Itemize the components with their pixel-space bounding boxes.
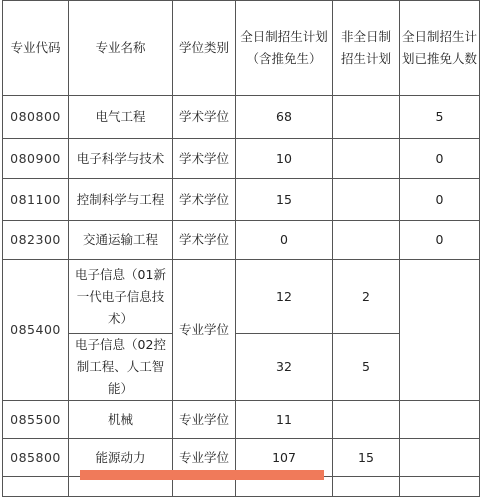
cell-degree: 专业学位: [173, 260, 236, 401]
cell-parttime: 2: [333, 260, 400, 334]
cell-recommended: 0: [400, 221, 480, 260]
cell-parttime: [333, 221, 400, 260]
cell-name: 电子科学与技术: [69, 139, 173, 179]
header-fulltime-plan: 全日制招生计划（含推免生）: [236, 1, 333, 96]
cell-degree: 学术学位: [173, 139, 236, 179]
cell-name: 能源动力: [69, 439, 173, 477]
cell-name: 电子信息（02控制工程、人工智能）: [69, 334, 173, 401]
cell-recommended: 0: [400, 179, 480, 221]
cell-name: 交通运输工程: [69, 221, 173, 260]
cell-name: 控制科学与工程: [69, 179, 173, 221]
cell-recommended: 0: [400, 139, 480, 179]
cell-recommended: [400, 260, 480, 401]
cell-parttime: [333, 401, 400, 439]
cell-fulltime: 107: [236, 439, 333, 477]
cell-code: 085800: [3, 439, 69, 477]
table-row: [3, 260, 480, 334]
cell-code: 085400: [3, 260, 69, 401]
cell-recommended: 5: [400, 96, 480, 139]
admission-plan-table: [2, 0, 480, 497]
cell-fulltime: 15: [236, 179, 333, 221]
cell-fulltime: 32: [236, 334, 333, 401]
cell-degree: 专业学位: [173, 401, 236, 439]
cell-degree: 专业学位: [173, 439, 236, 477]
table-row: [3, 139, 480, 179]
cell-fulltime: 12: [236, 260, 333, 334]
header-row: [3, 1, 480, 96]
table-row: [3, 96, 480, 139]
cell-code: 085500: [3, 401, 69, 439]
cell-code: 080900: [3, 139, 69, 179]
cell-code: 081100: [3, 179, 69, 221]
cell-parttime: [333, 139, 400, 179]
cell-degree: 学术学位: [173, 221, 236, 260]
cell-degree: 学术学位: [173, 96, 236, 139]
header-parttime-plan: 非全日制招生计划: [333, 1, 400, 96]
cell-fulltime: 68: [236, 96, 333, 139]
header-recommended: 全日制招生计划已推免人数: [400, 1, 480, 96]
cell-code: 080800: [3, 96, 69, 139]
cell-name: 电气工程: [69, 96, 173, 139]
header-code: 专业代码: [3, 1, 69, 96]
table-row: [3, 221, 480, 260]
orange-overlay-bar: [80, 470, 324, 480]
cell-fulltime: 10: [236, 139, 333, 179]
cell-degree: 学术学位: [173, 179, 236, 221]
cell-name: 机械: [69, 401, 173, 439]
cell-parttime: [333, 96, 400, 139]
table-row: [3, 401, 480, 439]
table-row: [3, 179, 480, 221]
cell-name: 电子信息（01新一代电子信息技术）: [69, 260, 173, 334]
cell-parttime: [333, 179, 400, 221]
cell-recommended: [400, 439, 480, 477]
cell-recommended: [400, 401, 480, 439]
header-name: 专业名称: [69, 1, 173, 96]
cell-fulltime: 11: [236, 401, 333, 439]
cell-code: 082300: [3, 221, 69, 260]
header-degree-type: 学位类别: [173, 1, 236, 96]
cell-parttime: 15: [333, 439, 400, 477]
cell-parttime: 5: [333, 334, 400, 401]
cell-fulltime: 0: [236, 221, 333, 260]
